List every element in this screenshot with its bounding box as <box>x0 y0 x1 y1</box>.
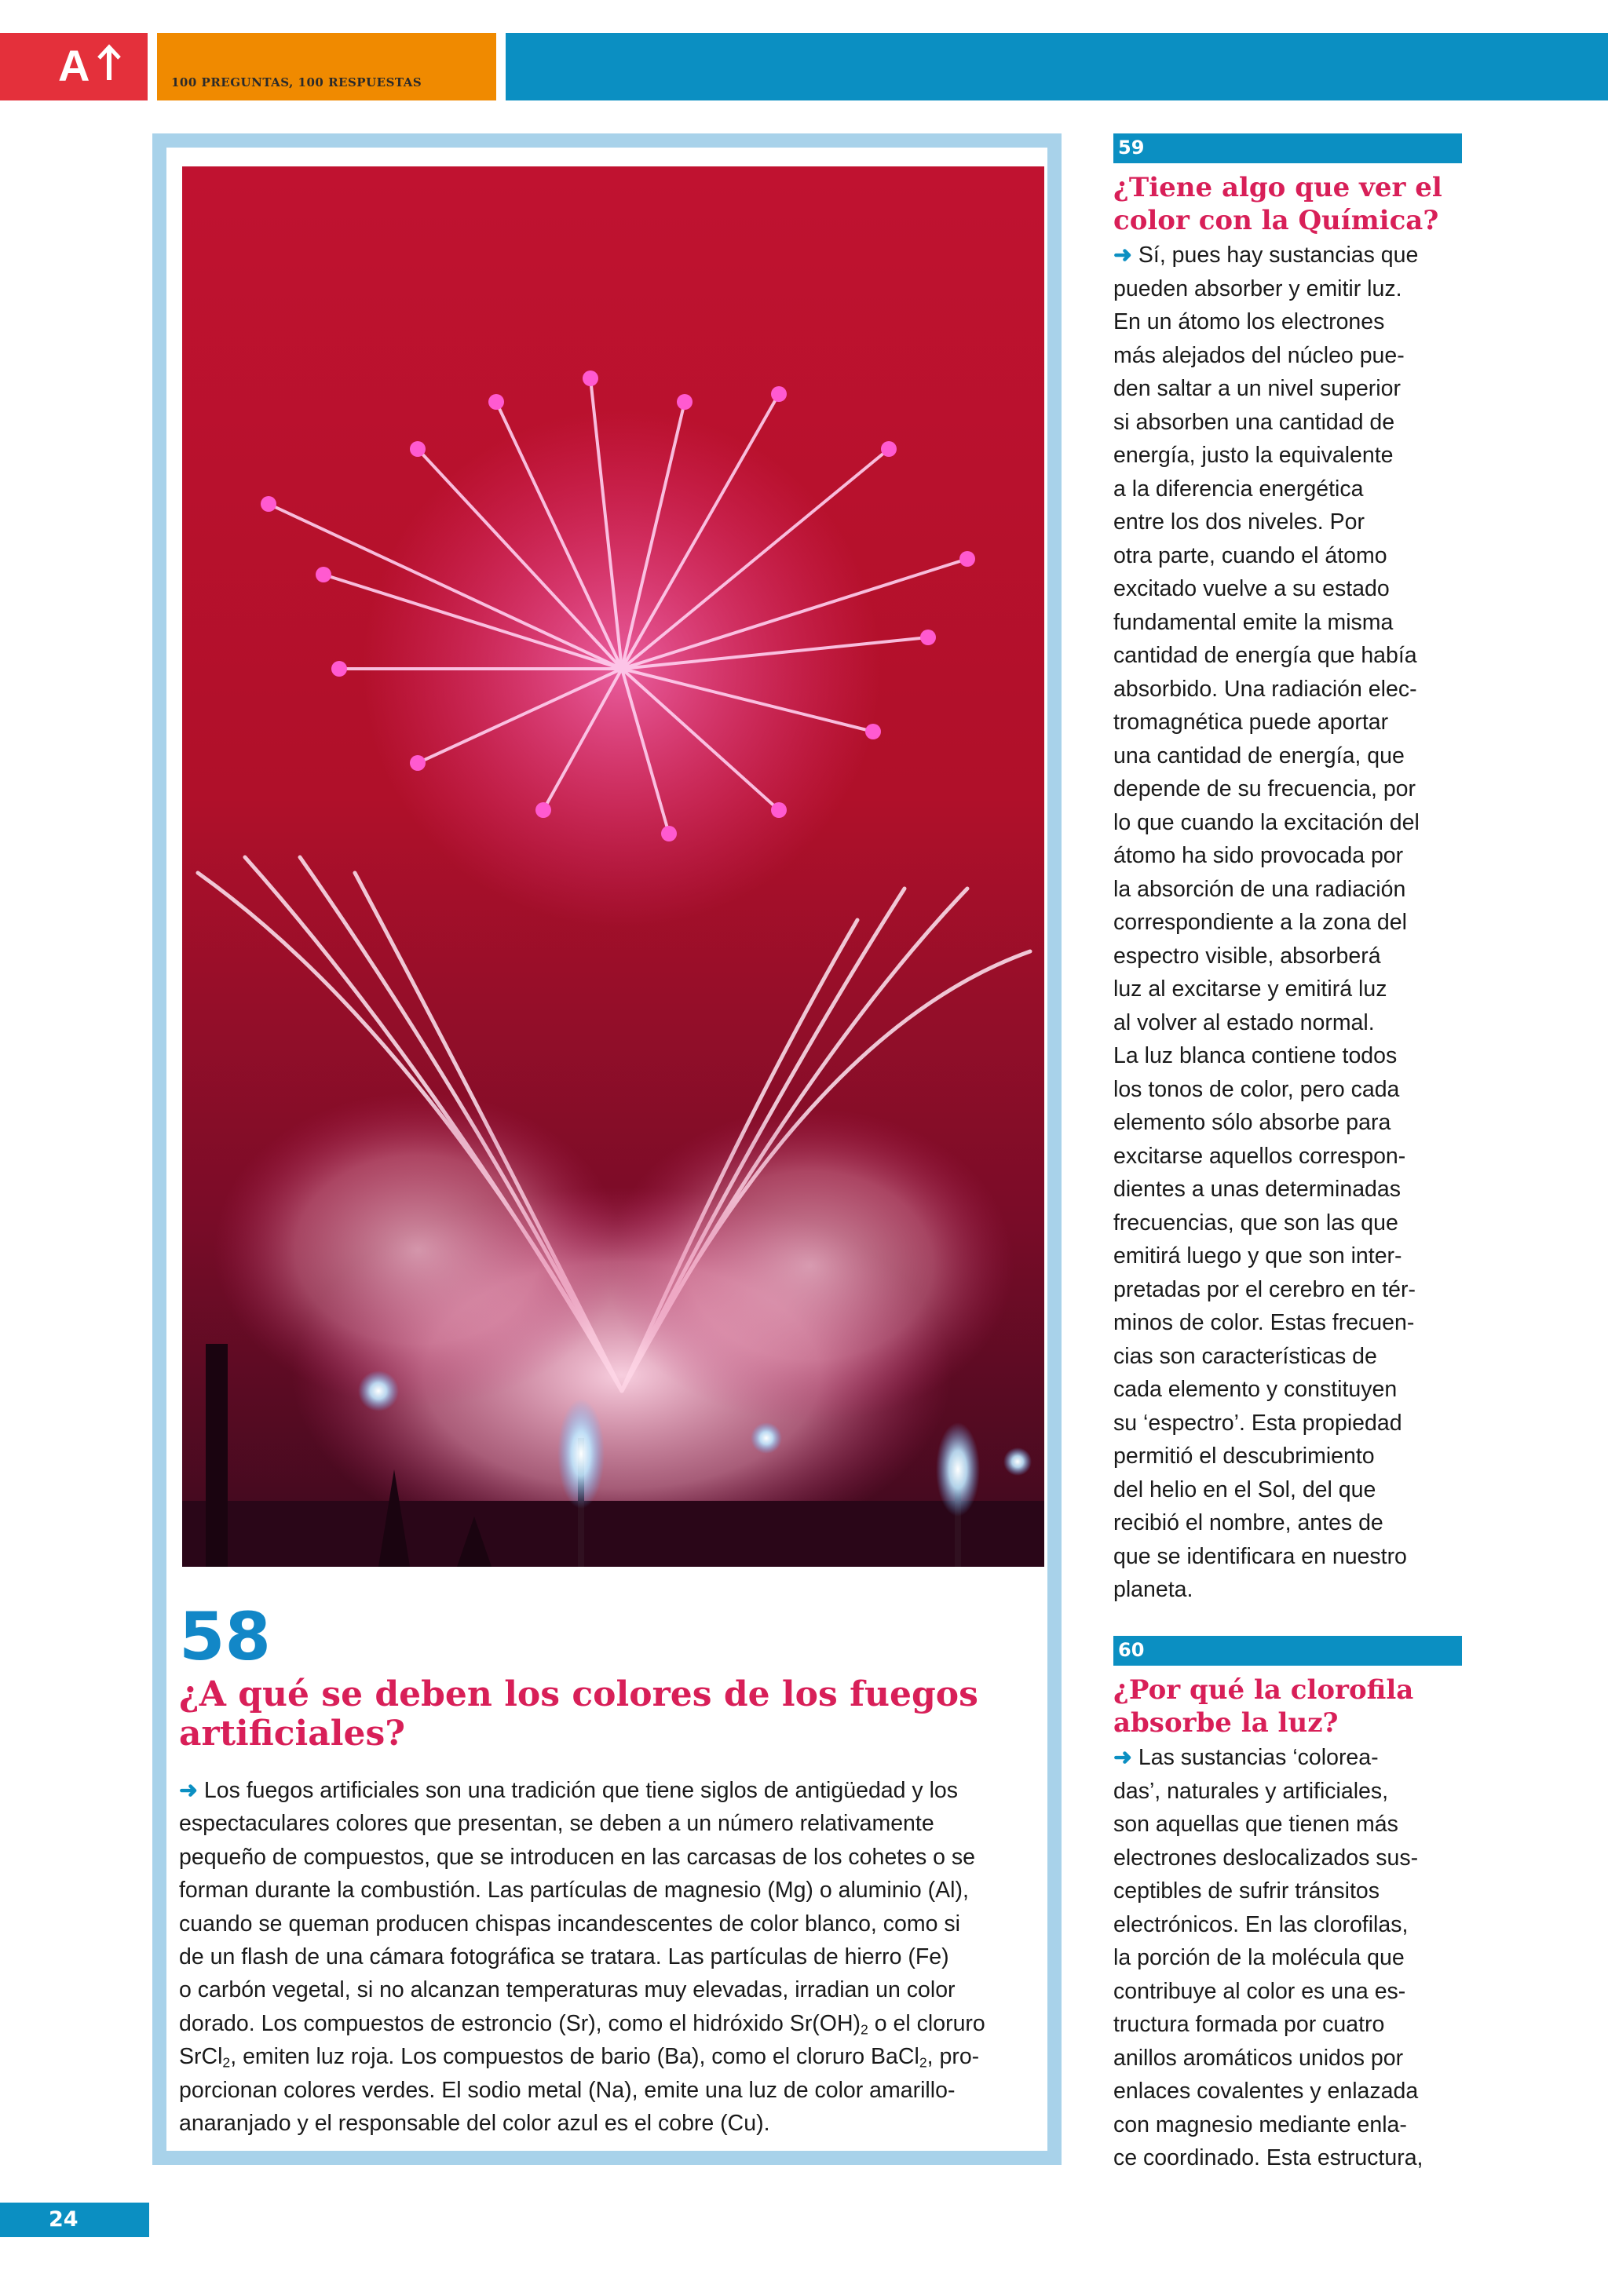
body-line: que se identificara en nuestro <box>1113 1543 1407 1569</box>
body-line: anillos aromáticos unidos por <box>1113 2045 1404 2071</box>
question-title-59: ¿Tiene algo que ver el color con la Química? <box>1113 172 1442 236</box>
body-line: o carbón vegetal, si no alcanzan temperaturas muy elevadas, irradian un color <box>179 1977 956 2003</box>
body-line: lo que cuando la excitación del <box>1113 809 1420 835</box>
fireworks-photo <box>182 166 1044 1567</box>
arrow-right-icon: ➜ <box>179 1778 198 1803</box>
body-line: contribuye al color es una es- <box>1113 1978 1406 2004</box>
question-title-58: ¿A qué se deben los colores de los fuegos artificiales? <box>179 1674 978 1754</box>
body-line: pequeño de compuestos, que se introducen en las carcasas de los cohetes o se <box>179 1844 975 1870</box>
body-line: más alejados del núcleo pue- <box>1113 342 1405 368</box>
body-line: tructura formada por cuatro <box>1113 2012 1385 2037</box>
body-line: son aquellas que tienen más <box>1113 1812 1398 1837</box>
body-line: una cantidad de energía, que <box>1113 743 1405 768</box>
body-line: permitió el descubrimiento <box>1113 1444 1375 1469</box>
page-number-bar <box>0 2203 149 2237</box>
question-number-58: 58 <box>179 1598 271 1675</box>
question-header-60 <box>1113 1636 1462 1666</box>
arrow-right-icon: ➜ <box>1113 1745 1132 1770</box>
body-line: frecuencias, que son las que <box>1113 1210 1398 1236</box>
body-line: ➜ Los fuegos artificiales son una tradición que tiene siglos de antigüedad y los <box>179 1778 959 1803</box>
body-line: das’, naturales y artificiales, <box>1113 1778 1389 1804</box>
body-line: absorbido. Una radiación elec- <box>1113 676 1417 702</box>
body-line: excitado vuelve a su estado <box>1113 576 1390 601</box>
body-line: cantidad de energía que había <box>1113 643 1417 668</box>
body-line: los tonos de color, pero cada <box>1113 1076 1400 1102</box>
question-title-60: ¿Por qué la clorofila absorbe la luz? <box>1113 1674 1414 1739</box>
body-line: forman durante la combustión. Las partículas de magnesio (Mg) o aluminio (Al), <box>179 1878 969 1904</box>
body-line: fundamental emite la misma <box>1113 609 1394 635</box>
body-line: cias son características de <box>1113 1343 1377 1369</box>
body-line: emitirá luego y que son inter- <box>1113 1243 1402 1268</box>
question-header-59 <box>1113 133 1462 163</box>
fireworks-image <box>182 166 1044 1567</box>
body-line: su ‘espectro’. Esta propiedad <box>1113 1410 1402 1436</box>
body-line: correspondiente a la zona del <box>1113 910 1407 935</box>
body-line: espectro visible, absorberá <box>1113 943 1381 969</box>
body-line: cuando se queman producen chispas incandescentes de color blanco, como si <box>179 1911 960 1936</box>
body-line: porcionan colores verdes. El sodio metal (Na), emite una luz de color amarillo- <box>179 2077 956 2103</box>
body-line: pueden absorber y emitir luz. <box>1113 276 1402 301</box>
body-line: dientes a unas determinadas <box>1113 1177 1401 1202</box>
body-line: elemento sólo absorbe para <box>1113 1110 1391 1135</box>
answer-body-60 <box>1113 1741 1482 2175</box>
body-line: SrCl$_2$, emiten luz roja. Los compuestos de bario (Ba), como el cloruro BaCl$_2$, pro- <box>179 2044 980 2071</box>
body-line: dorado. Los compuestos de estroncio (Sr), como el hidróxido $Sr(OH)_2$ o el cloruro <box>179 2010 985 2038</box>
body-line: entre los dos niveles. Por <box>1113 509 1365 535</box>
answer-body-58 <box>179 1774 1040 2140</box>
body-line: depende de su frecuencia, por <box>1113 776 1416 801</box>
body-line: a la diferencia energética <box>1113 476 1364 502</box>
body-line: átomo ha sido provocada por <box>1113 843 1404 868</box>
body-line: tromagnética puede aportar <box>1113 710 1389 735</box>
body-line: ceptibles de sufrir tránsitos <box>1113 1878 1380 1904</box>
body-line: espectaculares colores que presentan, se deben a un número relativamente <box>179 1811 934 1837</box>
page-number: 24 <box>49 2207 79 2232</box>
answer-body-59 <box>1113 239 1482 1607</box>
body-line: En un átomo los electrones <box>1113 309 1385 334</box>
body-line: planeta. <box>1113 1577 1193 1602</box>
body-line: excitarse aquellos correspon- <box>1113 1143 1406 1169</box>
header-bar <box>506 33 1608 100</box>
body-line: energía, justo la equivalente <box>1113 443 1394 468</box>
body-line: del helio en el Sol, del que <box>1113 1477 1376 1502</box>
publisher-logo <box>0 33 148 100</box>
body-line: ➜ Sí, pues hay sustancias que <box>1113 243 1419 268</box>
body-line: luz al excitarse y emitirá luz <box>1113 976 1387 1002</box>
body-line: la absorción de una radiación <box>1113 876 1406 902</box>
body-line: den saltar a un nivel superior <box>1113 376 1401 401</box>
body-line: electrones deslocalizados sus- <box>1113 1845 1419 1871</box>
series-title: 100 PREGUNTAS, 100 RESPUESTAS <box>171 75 422 89</box>
question-number-59: 59 <box>1118 137 1145 159</box>
question-number-60: 60 <box>1118 1639 1145 1661</box>
body-line: si absorben una cantidad de <box>1113 409 1395 435</box>
body-line: electrónicos. En las clorofilas, <box>1113 1911 1409 1937</box>
body-line: con magnesio mediante enla- <box>1113 2112 1407 2137</box>
body-line: al volver al estado normal. <box>1113 1009 1375 1035</box>
body-line: cada elemento y constituyen <box>1113 1377 1398 1402</box>
body-line: La luz blanca contiene todos <box>1113 1043 1398 1068</box>
body-line: otra parte, cuando el átomo <box>1113 542 1387 568</box>
arrow-right-icon: ➜ <box>1113 243 1132 268</box>
series-banner <box>157 33 496 100</box>
body-line: ce coordinado. Esta estructura, <box>1113 2145 1423 2170</box>
body-line: ➜ Las sustancias ‘colorea- <box>1113 1745 1379 1770</box>
body-line: recibió el nombre, antes de <box>1113 1510 1383 1535</box>
body-line: anaranjado y el responsable del color azul es el cobre (Cu). <box>179 2111 770 2137</box>
body-line: minos de color. Estas frecuen- <box>1113 1310 1415 1335</box>
body-line: enlaces covalentes y enlazada <box>1113 2079 1419 2104</box>
body-line: pretadas por el cerebro en tér- <box>1113 1276 1416 1302</box>
logo-letter: A <box>58 41 90 90</box>
body-line: la porción de la molécula que <box>1113 1945 1405 1970</box>
body-line: de un flash de una cámara fotográfica se tratara. Las partículas de hierro (Fe) <box>179 1944 949 1970</box>
up-arrow-icon <box>96 42 122 86</box>
